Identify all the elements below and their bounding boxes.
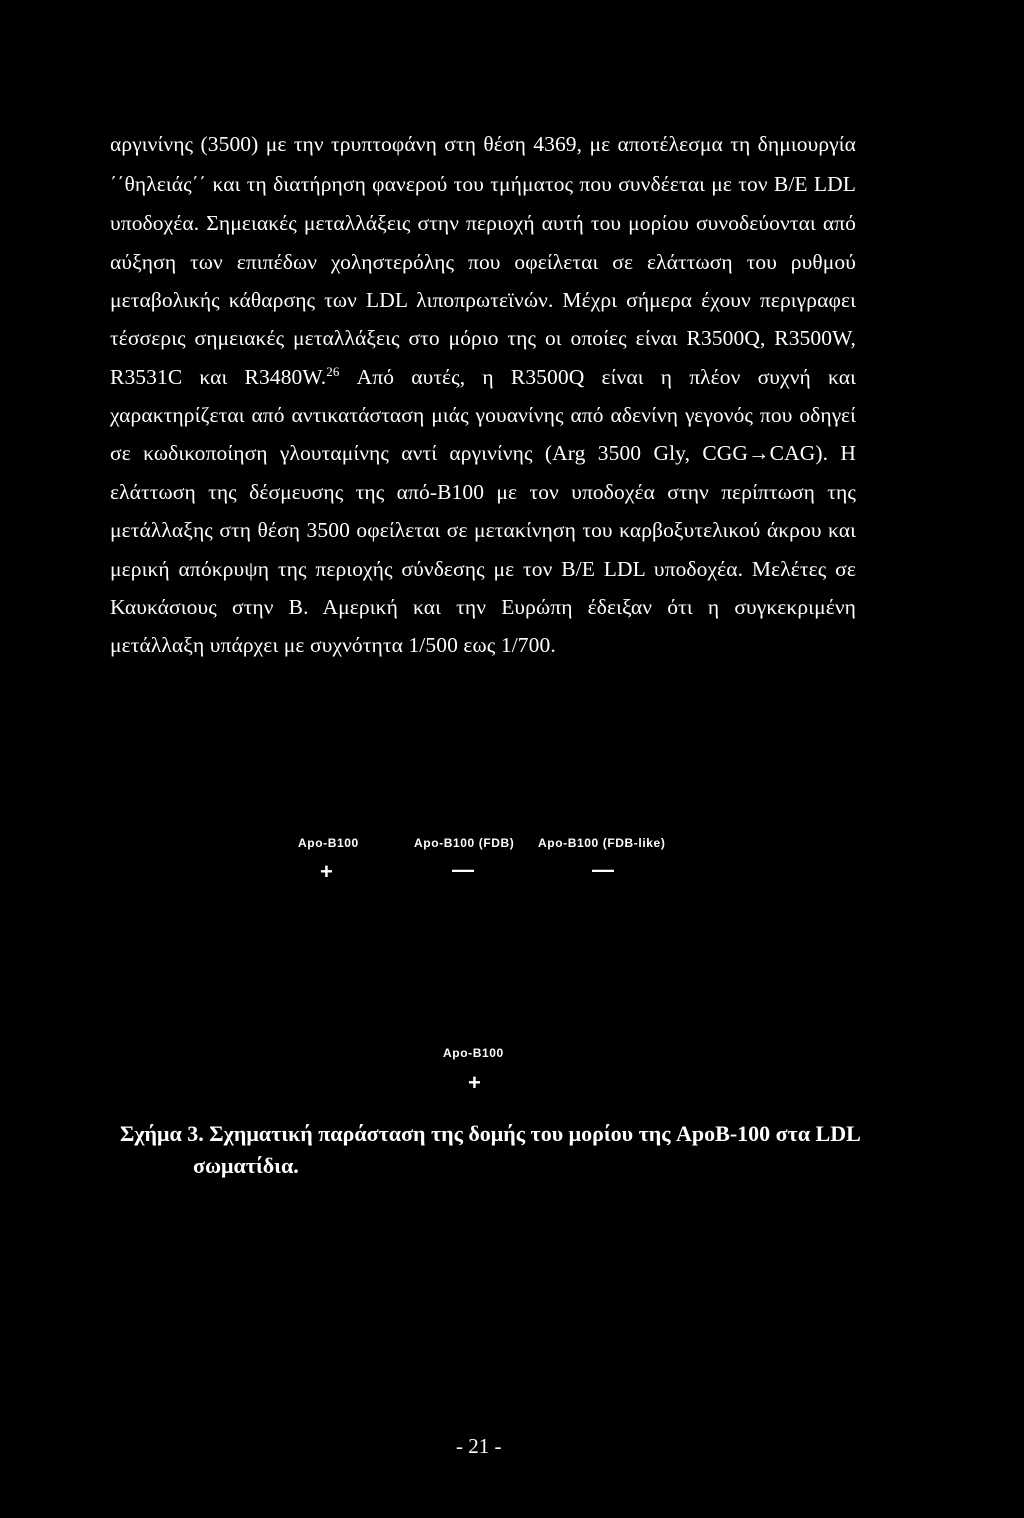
figure-3 [0,820,1024,1120]
paragraph-line-13: Καυκάσιους στην Β. Αμερική και την Ευρώπη έδειξαν ότι η συγκεκριμένη [110,595,856,619]
paragraph-line-7 [110,364,856,390]
page-number: - 21 - [456,1434,502,1458]
figure-label-apob100: Apo-B100 [298,836,359,850]
citation-superscript: 26 [326,363,340,379]
figure-sign-plus-2: + [468,1070,481,1095]
figure-label-apob100-bottom: Apo-B100 [443,1046,504,1060]
paragraph-line-12: μερική απόκρυψη της περιοχής σύνδεσης με τον Β/Ε LDL υποδοχέα. Μελέτες σε [110,557,856,581]
paragraph [0,0,1024,680]
figure-sign-plus-1: + [320,859,333,884]
paragraph-line-10: ελάττωση της δέσμευσης της από-Β100 με τον υποδοχέα στην περίπτωση της [110,480,856,504]
figure-label-apob100-fdb-like: Apo-B100 (FDB-like) [538,836,666,850]
paragraph-line-14: μετάλλαξη υπάρχει με συχνότητα 1/500 εως 1/700. [110,633,556,657]
figure-sign-minus-2: — [592,857,614,882]
caption-line-2: σωματίδια. [193,1153,299,1178]
paragraph-line-4: αύξηση των επιπέδων χοληστερόλης που οφείλεται σε ελάττωση του ρυθμού [110,250,856,274]
paragraph-line-1: αργινίνης (3500) με την τρυπτοφάνη στη θέση 4369, με αποτέλεσμα τη δημιουργία [110,132,856,156]
paragraph-line-9: σε κωδικοποίηση γλουταμίνης αντί αργινίνης (Arg 3500 Gly, CGG→CAG). Η [110,441,856,465]
paragraph-line-7-end: Από αυτές, η R3500Q είναι η πλέον συχνή και [339,365,856,389]
caption-line-1: Σχήμα 3. Σχηματική παράσταση της δομής του μορίου της ApoB-100 στα LDL [120,1121,861,1146]
paragraph-line-11: μετάλλαξης στη θέση 3500 οφείλεται σε μετακίνηση του καρβοξυτελικού άκρου και [110,518,856,542]
paragraph-line-7-start: R3531C και R3480W. [110,365,327,389]
paragraph-line-3: υποδοχέα. Σημειακές μεταλλάξεις στην περιοχή αυτή του μορίου συνοδεύονται από [110,211,856,235]
paragraph-line-5: μεταβολικής κάθαρσης των LDL λιποπρωτεϊνών. Μέχρι σήμερα έχουν περιγραφει [110,288,856,312]
paragraph-line-8: χαρακτηρίζεται από αντικατάσταση μιάς γουανίνης από αδενίνη γεγονός που οδηγεί [110,403,856,427]
figure-label-apob100-fdb: Apo-B100 (FDB) [414,836,515,850]
paragraph-line-2: ΄΄θηλειάς΄΄ και τη διατήρηση φανερού του τμήματος που συνδέεται με τον Β/Ε LDL [110,172,856,196]
figure-sign-minus-1: — [452,857,474,882]
paragraph-line-6: τέσσερις σημειακές μεταλλάξεις στο μόριο της οι οποίες είναι R3500Q, R3500W, [110,326,856,350]
